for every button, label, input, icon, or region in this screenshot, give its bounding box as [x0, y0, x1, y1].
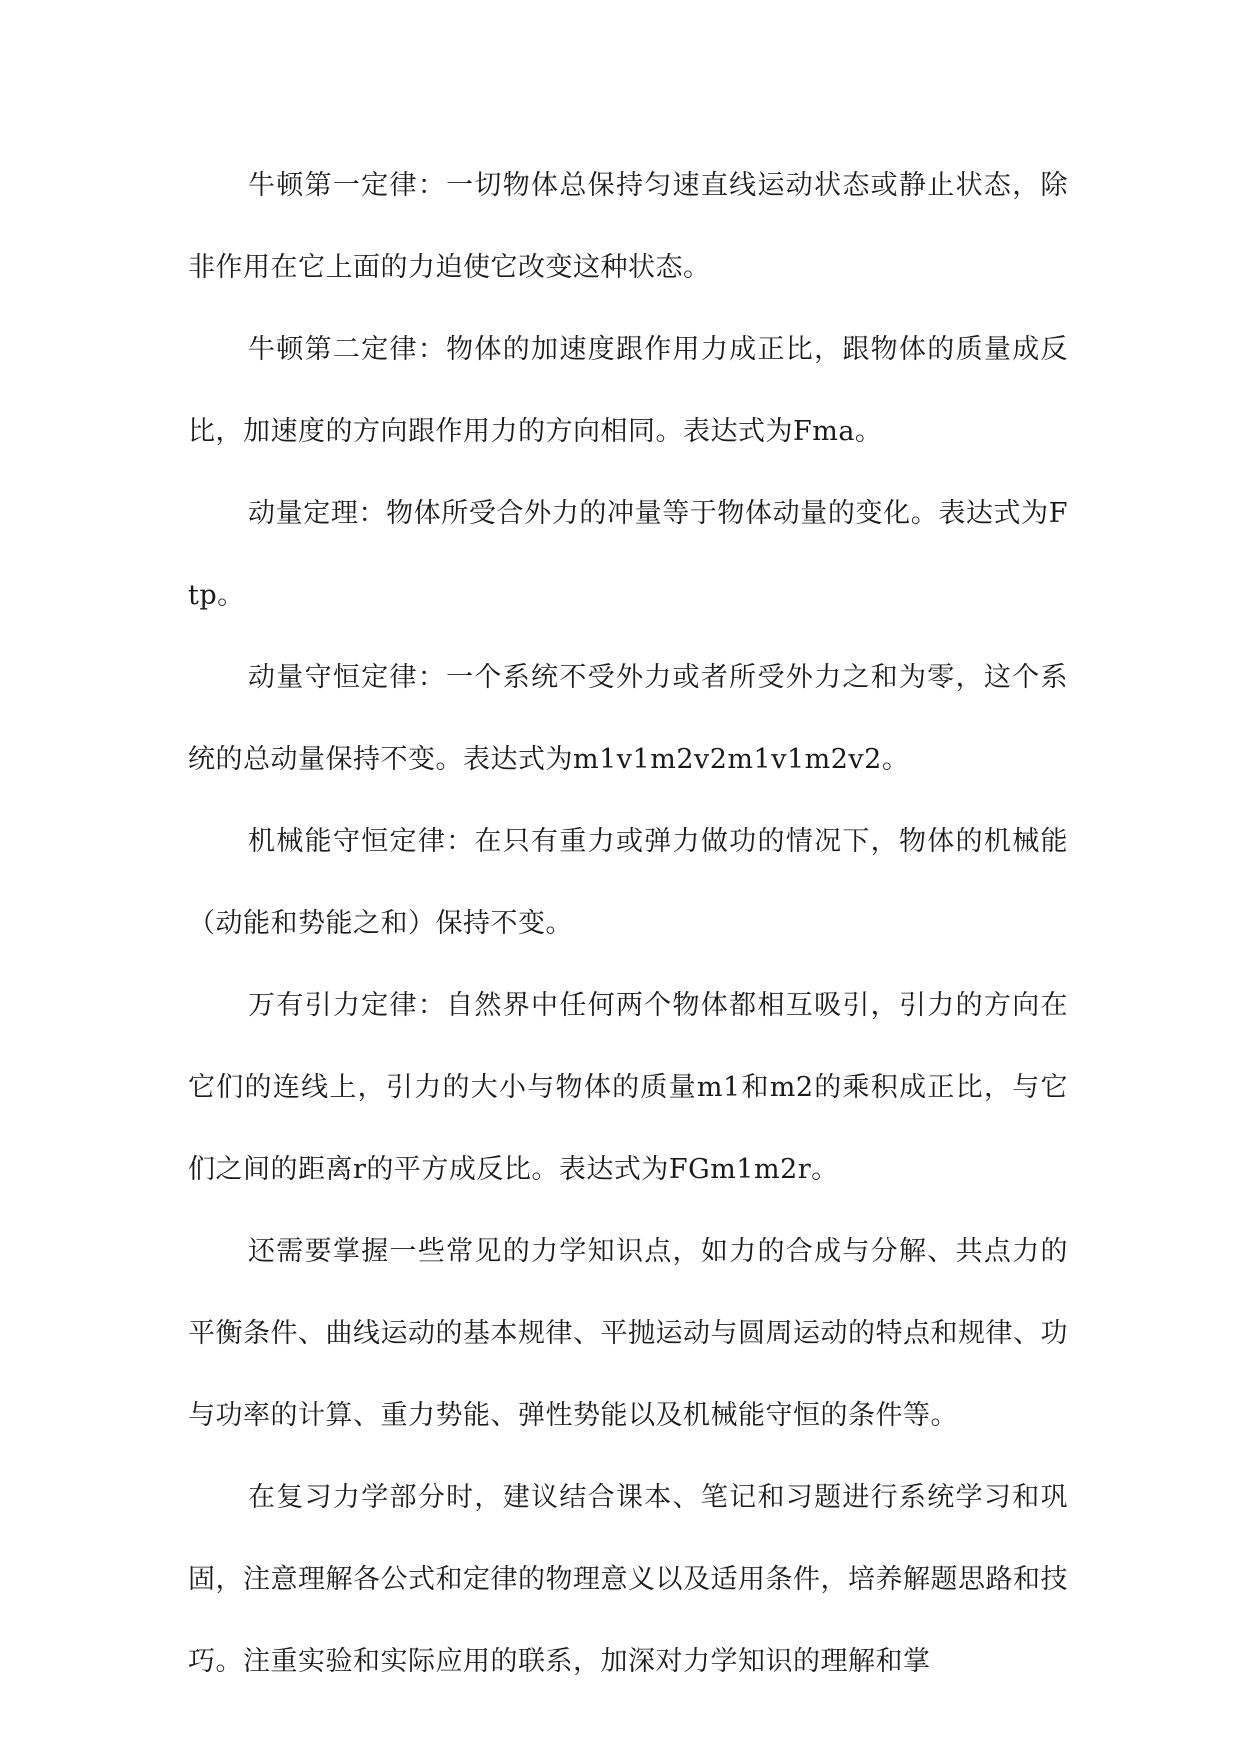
paragraph-common-mechanics: 还需要掌握一些常见的力学知识点，如力的合成与分解、共点力的平衡条件、曲线运动的基本规律、平抛运动与圆周运动的特点和规律、功与功率的计算、重力势能、弹性势能以及机械能守恒的条件等。 [188, 1236, 1068, 1431]
paragraph-newton-first-law: 牛顿第一定律：一切物体总保持匀速直线运动状态或静止状态，除非作用在它上面的力迫使它改变这种状态。 [188, 170, 1068, 283]
paragraph-mechanical-energy-conservation: 机械能守恒定律：在只有重力或弹力做功的情况下，物体的机械能（动能和势能之和）保持不变。 [188, 826, 1068, 939]
document-body [188, 145, 1068, 1703]
paragraph-review-advice: 在复习力学部分时，建议结合课本、笔记和习题进行系统学习和巩固，注意理解各公式和定律的物理意义以及适用条件，培养解题思路和技巧。注重实验和实际应用的联系，加深对力学知识的理解和掌 [188, 1482, 1068, 1677]
paragraph-momentum-conservation: 动量守恒定律：一个系统不受外力或者所受外力之和为零，这个系统的总动量保持不变。表达式为m1v1m2v2m1v1m2v2。 [188, 662, 1068, 775]
paragraph-newton-second-law: 牛顿第二定律：物体的加速度跟作用力成正比，跟物体的质量成反比，加速度的方向跟作用力的方向相同。表达式为Fma。 [188, 334, 1068, 447]
paragraph-impulse-theorem: 动量定理：物体所受合外力的冲量等于物体动量的变化。表达式为Ftp。 [188, 498, 1068, 611]
paragraph-universal-gravitation: 万有引力定律：自然界中任何两个物体都相互吸引，引力的方向在它们的连线上，引力的大小与物体的质量m1和m2的乘积成正比，与它们之间的距离r的平方成反比。表达式为FGm1m2r。 [188, 990, 1068, 1185]
